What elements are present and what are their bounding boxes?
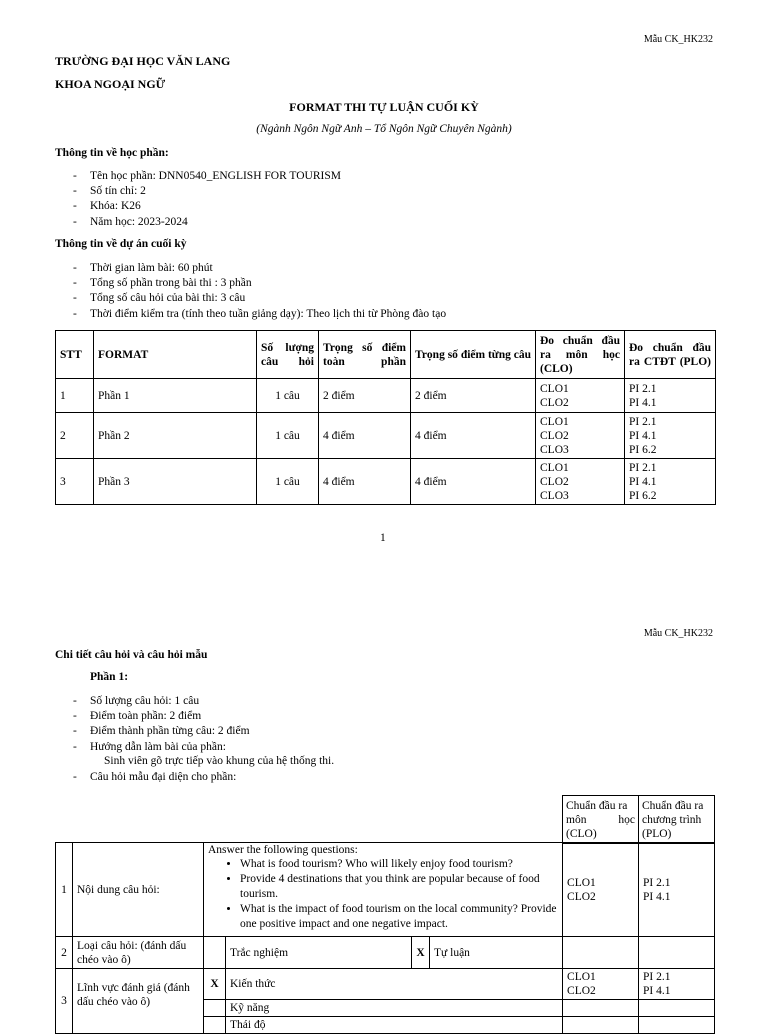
part-heading: Phần 1: (90, 671, 129, 683)
plo-header-line: (PLO) (642, 827, 672, 840)
clo-value: CLO1 (567, 971, 596, 983)
checkbox-empty[interactable] (204, 937, 226, 969)
list-item: - Năm học: 2023-2024 (55, 215, 341, 230)
cell-plo (639, 843, 715, 937)
table-row (56, 413, 716, 459)
plo-value: PI 4.1 (629, 429, 657, 442)
question-content (204, 843, 563, 937)
page-number: 1 (380, 532, 386, 544)
cell-num: 1 câu (257, 459, 319, 505)
cell-num: 1 câu (257, 413, 319, 459)
col-header-clo: Đo chuẩn đầu ra môn học (CLO) (536, 331, 625, 379)
plo-header (639, 796, 715, 844)
cell-plo-empty (639, 937, 715, 969)
plo-value: PI 4.1 (643, 985, 671, 997)
project-info-list (55, 261, 446, 322)
list-item: - Điểm toàn phần: 2 điểm (55, 709, 250, 724)
project-info-heading: Thông tin về dự án cuối kỳ (55, 238, 187, 250)
question-item: • Provide 4 destinations that you think are popular because of food tourism. (240, 872, 558, 902)
table-row (56, 843, 715, 937)
option-attitude: Thái độ (226, 1017, 563, 1034)
col-header-plo: Đo chuẩn đầu ra CTĐT (PLO) (625, 331, 716, 379)
clo-header-line: Chuẩn đầu ra (566, 799, 628, 812)
cell-plo (625, 379, 716, 413)
course-info-list (55, 169, 341, 230)
cell-plo (639, 969, 715, 1000)
cell-format: Phần 2 (94, 413, 257, 459)
option-multiple-choice: Trắc nghiệm (226, 937, 412, 969)
table-row (56, 937, 715, 969)
list-item: - Số lượng câu hỏi: 1 câu (55, 694, 250, 709)
table-row (56, 379, 716, 413)
plo-value: PI 2.1 (643, 971, 671, 983)
plo-header-line: Chuẩn đầu ra (642, 799, 704, 812)
question-detail-table (55, 842, 715, 1034)
question-item: • What is the impact of food tourism on the local community? Provide one positive impact and one negative impact. (240, 902, 558, 932)
form-code: Mẫu CK_HK232 (643, 628, 713, 639)
cell-clo-empty (563, 1000, 639, 1017)
col-header-total-score: Trọng số điểm toàn phần (319, 331, 411, 379)
plo-header-line: chương trình (642, 813, 702, 826)
clo-value: CLO1 (540, 415, 569, 428)
list-item: - Số tín chỉ: 2 (55, 184, 341, 199)
option-knowledge: Kiến thức (226, 969, 563, 1000)
question-intro: Answer the following questions: (208, 844, 358, 856)
checkbox-skills[interactable] (204, 1000, 226, 1017)
clo-value: CLO2 (567, 890, 596, 903)
cell-plo-empty (639, 1000, 715, 1017)
form-code: Mẫu CK_HK232 (643, 34, 713, 45)
instruction-text: Sinh viên gõ trực tiếp vào khung của hệ thống thi. (104, 755, 335, 767)
course-info-heading: Thông tin về học phần: (55, 147, 169, 159)
cell-format: Phần 3 (94, 459, 257, 505)
plo-value: PI 4.1 (629, 475, 657, 488)
clo-header-line: (CLO) (566, 827, 597, 840)
checkbox-knowledge[interactable]: X (204, 969, 226, 1000)
cell-format: Phần 1 (94, 379, 257, 413)
plo-value: PI 4.1 (629, 396, 657, 409)
col-header-num-questions: Số lượng câu hỏi (257, 331, 319, 379)
outcome-header-table (562, 795, 715, 844)
row-number: 1 (56, 843, 73, 937)
plo-value: PI 2.1 (629, 461, 657, 474)
question-item: • What is food tourism? Who will likely enjoy food tourism? (240, 857, 558, 872)
cell-stt: 2 (56, 413, 94, 459)
cell-each: 2 điểm (411, 379, 536, 413)
clo-value: CLO3 (540, 489, 569, 502)
row-number: 2 (56, 937, 73, 969)
cell-clo (536, 413, 625, 459)
clo-value: CLO2 (540, 429, 569, 442)
list-item: - Hướng dẫn làm bài của phần: (55, 740, 250, 755)
clo-header-line: môn học (566, 813, 635, 826)
cell-num: 1 câu (257, 379, 319, 413)
option-essay: Tự luận (430, 937, 563, 969)
cell-stt: 3 (56, 459, 94, 505)
cell-total: 2 điểm (319, 379, 411, 413)
table-row (56, 969, 715, 1000)
university-name: TRƯỜNG ĐẠI HỌC VĂN LANG (55, 54, 231, 68)
option-skills: Kỹ năng (226, 1000, 563, 1017)
plo-value: PI 2.1 (629, 415, 657, 428)
plo-value: PI 4.1 (643, 890, 671, 903)
plo-value: PI 6.2 (629, 489, 657, 502)
part-info-list (55, 694, 250, 755)
row-label: Loại câu hỏi: (đánh dấu chéo vào ô) (73, 937, 204, 969)
list-item: - Tổng số phần trong bài thi : 3 phần (55, 276, 446, 291)
checkbox-essay[interactable]: X (412, 937, 430, 969)
clo-value: CLO1 (540, 382, 569, 395)
list-item: - Thời gian làm bài: 60 phút (55, 261, 446, 276)
cell-plo-empty (639, 1017, 715, 1034)
list-item: - Tổng số câu hỏi của bài thi: 3 câu (55, 291, 446, 306)
col-header-format: FORMAT (94, 331, 257, 379)
list-item: - Thời điểm kiểm tra (tính theo tuần giảng dạy): Theo lịch thi từ Phòng đào tạo (55, 307, 446, 322)
cell-total: 4 điểm (319, 459, 411, 505)
col-header-stt: STT (56, 331, 94, 379)
clo-header (563, 796, 639, 844)
col-header-score-each: Trọng số điểm từng câu (411, 331, 536, 379)
cell-stt: 1 (56, 379, 94, 413)
list-item: - Điểm thành phần từng câu: 2 điểm (55, 724, 250, 739)
document-title: FORMAT THI TỰ LUẬN CUỐI KỲ (289, 100, 479, 114)
document-subtitle: (Ngành Ngôn Ngữ Anh – Tổ Ngôn Ngữ Chuyên Ngành) (256, 123, 512, 135)
cell-clo (536, 459, 625, 505)
row-label: Lĩnh vực đánh giá (đánh dấu chéo vào ô) (73, 969, 204, 1034)
list-item: - Tên học phần: DNN0540_ENGLISH FOR TOURISM (55, 169, 341, 184)
cell-each: 4 điểm (411, 459, 536, 505)
cell-clo (536, 379, 625, 413)
cell-total: 4 điểm (319, 413, 411, 459)
clo-value: CLO2 (540, 396, 569, 409)
plo-value: PI 2.1 (643, 876, 671, 889)
cell-each: 4 điểm (411, 413, 536, 459)
cell-clo (563, 969, 639, 1000)
clo-value: CLO3 (540, 443, 569, 456)
cell-clo-empty (563, 937, 639, 969)
sample-list (55, 770, 236, 785)
list-item: - Khóa: K26 (55, 199, 341, 214)
question-list (208, 857, 558, 932)
clo-value: CLO2 (540, 475, 569, 488)
format-table (55, 330, 716, 505)
row-label: Nội dung câu hỏi: (73, 843, 204, 937)
table-header-row (56, 331, 716, 379)
table-row (56, 459, 716, 505)
cell-clo (563, 843, 639, 937)
plo-value: PI 2.1 (629, 382, 657, 395)
clo-value: CLO1 (540, 461, 569, 474)
cell-plo (625, 459, 716, 505)
list-item: - Câu hỏi mẫu đại diện cho phần: (55, 770, 236, 785)
clo-value: CLO1 (567, 876, 596, 889)
details-heading: Chi tiết câu hỏi và câu hỏi mẫu (55, 649, 208, 661)
plo-value: PI 6.2 (629, 443, 657, 456)
checkbox-attitude[interactable] (204, 1017, 226, 1034)
faculty-name: KHOA NGOẠI NGỮ (55, 77, 166, 91)
cell-clo-empty (563, 1017, 639, 1034)
clo-value: CLO2 (567, 985, 596, 997)
row-number: 3 (56, 969, 73, 1034)
cell-plo (625, 413, 716, 459)
